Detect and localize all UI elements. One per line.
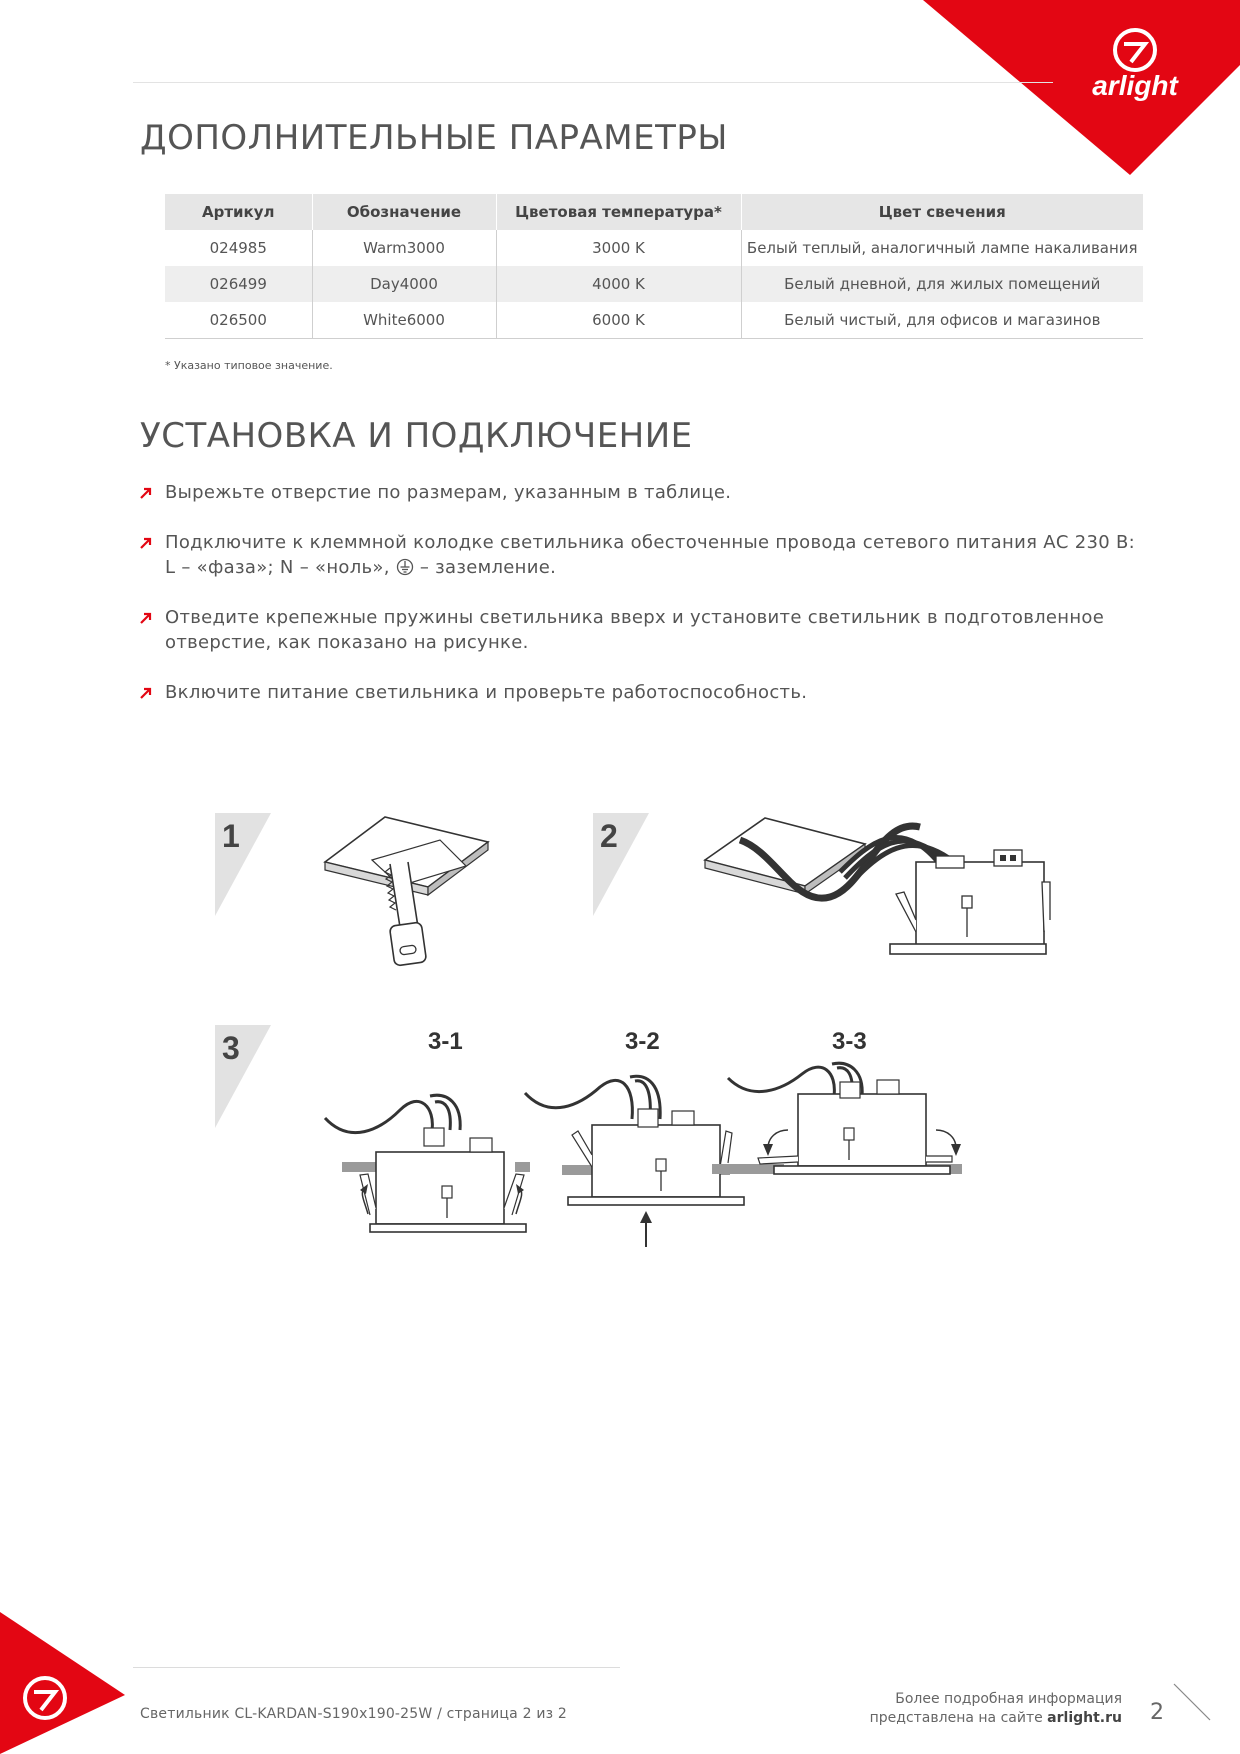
cell-designation: Day4000 [312, 266, 496, 302]
fig1-cut-hole-illustration [320, 812, 500, 967]
cell-designation: Warm3000 [312, 230, 496, 266]
red-arrow-bullet-icon [140, 612, 152, 624]
params-table [165, 194, 1143, 339]
cell-light-color: Белый теплый, аналогичный лампе накаливания [746, 239, 1138, 257]
fig3-2-illustration [520, 1075, 730, 1250]
footer-site-info [860, 1690, 1122, 1728]
list-item [140, 480, 1140, 505]
table-header-row [165, 194, 1143, 230]
table-row [165, 230, 1143, 266]
step-text: Вырежьте отверстие по размерам, указанным в таблице. [165, 482, 732, 503]
header-divider [133, 82, 1053, 83]
cell-light-color: Белый дневной, для жилых помещений [741, 266, 1143, 302]
red-arrow-bullet-icon [140, 687, 152, 699]
red-arrow-bullet-icon [140, 487, 152, 499]
brand-corner-bottom [0, 1612, 125, 1754]
fig3-3-illustration [712, 1060, 962, 1180]
step-text: – заземление. [419, 557, 557, 578]
col-header-article: Артикул [165, 194, 312, 230]
table-row [165, 266, 1143, 302]
arlight-logo: arlight [1092, 70, 1178, 101]
fig1-number: 1 [222, 818, 240, 854]
fig2-number: 2 [600, 818, 618, 854]
cell-article: 024985 [165, 230, 312, 266]
step-text: L – «фаза»; N – «ноль», [165, 557, 390, 578]
footer-info-line2: представлена на сайте [869, 1710, 1043, 1726]
cell-color-temp: 6000 K [496, 302, 741, 339]
step-text: Отведите крепежные пружины светильника вверх и установите светильник в подготовленное [165, 607, 1105, 628]
list-item [140, 680, 1140, 705]
step-text: Включите питание светильника и проверьте работоспособность. [165, 682, 808, 703]
red-arrow-bullet-icon [140, 537, 152, 549]
cell-color-temp: 3000 K [496, 230, 741, 266]
table-row [165, 302, 1143, 339]
page-slash-decoration [1172, 1682, 1212, 1722]
col-header-color-temp: Цветовая температура* [496, 194, 741, 230]
cell-designation: White6000 [312, 302, 496, 339]
ground-symbol-icon [396, 558, 414, 576]
footer-divider [133, 1667, 620, 1668]
footer-site-link[interactable]: arlight.ru [1047, 1710, 1122, 1726]
brand-corner-top [923, 0, 1240, 175]
cell-article: 026500 [165, 302, 312, 339]
step-text: Подключите к клеммной колодке светильника обесточенные провода сетевого питания АС 230 В: [165, 532, 1136, 553]
cell-color-temp: 4000 K [496, 266, 741, 302]
fig3-3-label: 3-3 [832, 1028, 867, 1055]
fig2-wiring-illustration [700, 812, 1050, 962]
footer-info-line1: Более подробная информация [895, 1691, 1122, 1707]
page-number: 2 [1150, 1700, 1164, 1725]
cell-article: 026499 [165, 266, 312, 302]
step-text: отверстие, как показано на рисунке. [165, 632, 529, 653]
fig3-1-illustration [320, 1090, 530, 1240]
list-item [140, 605, 1140, 655]
install-section-title: УСТАНОВКА И ПОДКЛЮЧЕНИЕ [140, 416, 693, 456]
fig3-number: 3 [222, 1030, 240, 1066]
params-section-title: ДОПОЛНИТЕЛЬНЫЕ ПАРАМЕТРЫ [140, 118, 728, 158]
cell-light-color: Белый чистый, для офисов и магазинов [741, 302, 1143, 339]
footer-product-info: Светильник CL-KARDAN-S190x190-25W / страница 2 из 2 [140, 1706, 568, 1722]
col-header-designation: Обозначение [312, 194, 496, 230]
fig3-2-label: 3-2 [625, 1028, 660, 1055]
list-item [140, 530, 1140, 580]
table-footnote: * Указано типовое значение. [165, 359, 333, 372]
install-steps-list [140, 480, 1140, 705]
fig3-1-label: 3-1 [428, 1028, 463, 1055]
col-header-light-color: Цвет свечения [741, 194, 1143, 230]
